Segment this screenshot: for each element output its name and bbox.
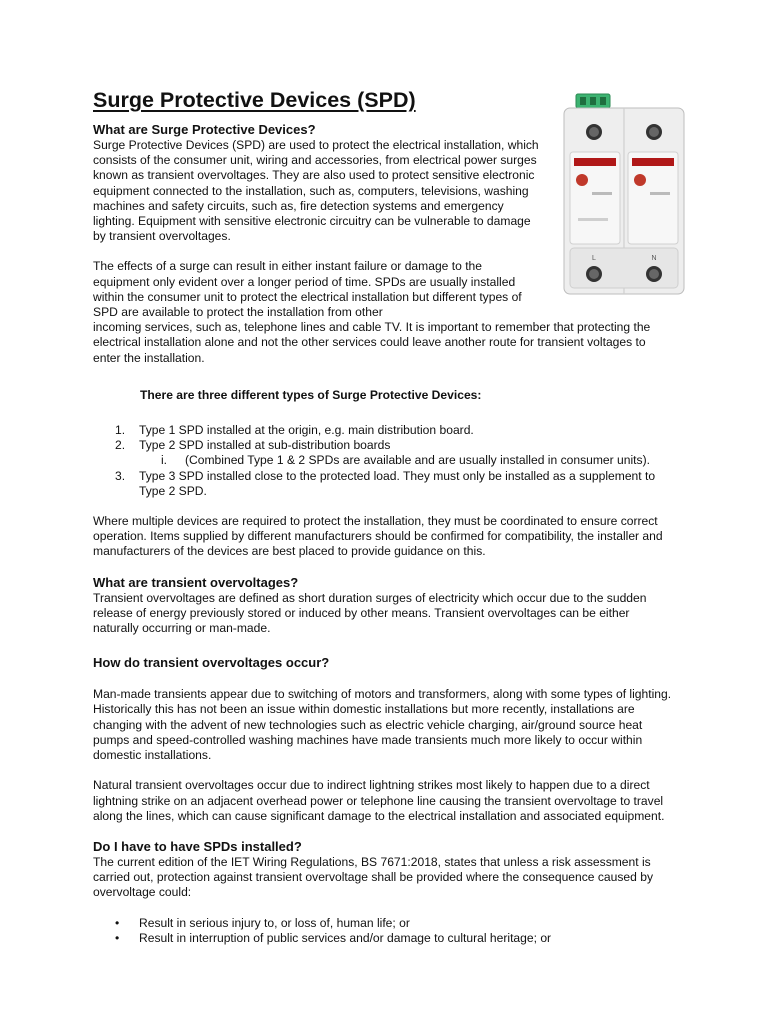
status-window-icon xyxy=(574,158,616,166)
sub-list-item xyxy=(93,453,673,468)
logo-icon xyxy=(576,174,588,186)
logo-icon xyxy=(634,174,646,186)
intro-paragraph: Surge Protective Devices (SPD) are used to protect the electrical installation, which consists of the consumer unit, wiring and accessories, from electrical power surges known as transient overvoltages. They are also used to protect sensitive electronic equipment connected to the installation, such as, computers, televisions, washing machines and safety circuits, such as, fire detection systems and emergency lighting. Equipment with sensitive electronic circuitry can be vulnerable to damage by transient overvoltages. xyxy=(93,138,539,244)
list-number: 1. xyxy=(115,423,126,438)
transient-heading: What are transient overvoltages? xyxy=(93,574,299,590)
spd-product-image xyxy=(560,90,688,296)
list-item-text: Result in interruption of public services and/or damage to cultural heritage; or xyxy=(139,930,552,945)
list-item-text: Type 3 SPD installed close to the protected load. They must only be installed as a supplement to Type 2 SPD. xyxy=(139,468,656,498)
transient-paragraph: Transient overvoltages are defined as short duration surges of electricity which occur due to the sudden release of energy previously stored or induced by other means. Transient overvoltages can be either naturally occurring or man-made. xyxy=(93,590,647,636)
occur-paragraph-1: Man-made transients appear due to switching of motors and transformers, along with some types of lighting. Historically this has not been an issue within domestic installations but more recently, installations are changing with the advent of new technologies such as electric vehicle charging, air/ground source heat pumps and speed-controlled washing machines have made transients much more likely to occur within domestic installations. xyxy=(93,687,672,763)
coordination-paragraph: Where multiple devices are required to protect the installation, they must be coordinated to ensure correct operation. Items supplied by different manufacturers should be confirmed for compatibility, the installer and manufacturers of the devices are best placed to provide guidance on this. xyxy=(93,514,663,559)
list-item-text: Result in serious injury to, or loss of, human life; or xyxy=(139,915,410,930)
effects-paragraph-part2: incoming services, such as, telephone lines and cable TV. It is important to remember that protecting the electrical installation alone and not the other services could leave another route for transient voltages to enter the installation. xyxy=(93,320,651,365)
list-item xyxy=(93,469,673,499)
list-number: i. xyxy=(161,453,168,468)
occur-paragraph-2: Natural transient overvoltages occur due to indirect lightning strikes most likely to happen due to a direct lightning strike on an adjacent overhead power or telephone line causing the transient overvoltage to travel along the lines, which can cause significant damage to the electrical installation and associated equipment. xyxy=(93,778,665,823)
terminal-label-l: L xyxy=(592,255,596,262)
list-item xyxy=(93,916,673,931)
install-paragraph: The current edition of the IET Wiring Regulations, BS 7671:2018, states that unless a risk assessment is carried out, protection against transient overvoltage shall be provided where the consequence caused by overvoltage could: xyxy=(93,854,654,900)
list-item xyxy=(93,931,673,946)
list-number: 3. xyxy=(115,468,126,483)
status-window-icon xyxy=(632,158,674,166)
list-item-text: Type 2 SPD installed at sub-distribution boards xyxy=(139,438,391,453)
page-title: Surge Protective Devices (SPD) xyxy=(93,88,416,112)
install-heading: Do I have to have SPDs installed? xyxy=(93,838,302,854)
terminal-label-n: N xyxy=(651,255,657,262)
list-item xyxy=(93,423,673,438)
intro-heading: What are Surge Protective Devices? xyxy=(93,122,316,137)
consequence-list xyxy=(93,916,673,946)
list-item-text: (Combined Type 1 & 2 SPDs are available and are usually installed in consumer units). xyxy=(185,453,650,468)
effects-paragraph-part1: The effects of a surge can result in either instant failure or damage to the equipment only evident over a longer period of time. SPDs are usually installed within the consumer unit to protect the electrical installation but different types of SPD are available to protect the installation from other xyxy=(93,259,522,320)
bullet-icon: • xyxy=(115,930,120,945)
types-heading: There are three different types of Surge Protective Devices: xyxy=(140,387,482,402)
spd-types-list xyxy=(93,423,673,499)
list-number: 2. xyxy=(115,438,126,453)
list-item xyxy=(93,438,673,453)
bullet-icon: • xyxy=(115,915,120,930)
occur-heading: How do transient overvoltages occur? xyxy=(93,655,330,671)
list-item-text: Type 1 SPD installed at the origin, e.g. main distribution board. xyxy=(139,423,474,438)
